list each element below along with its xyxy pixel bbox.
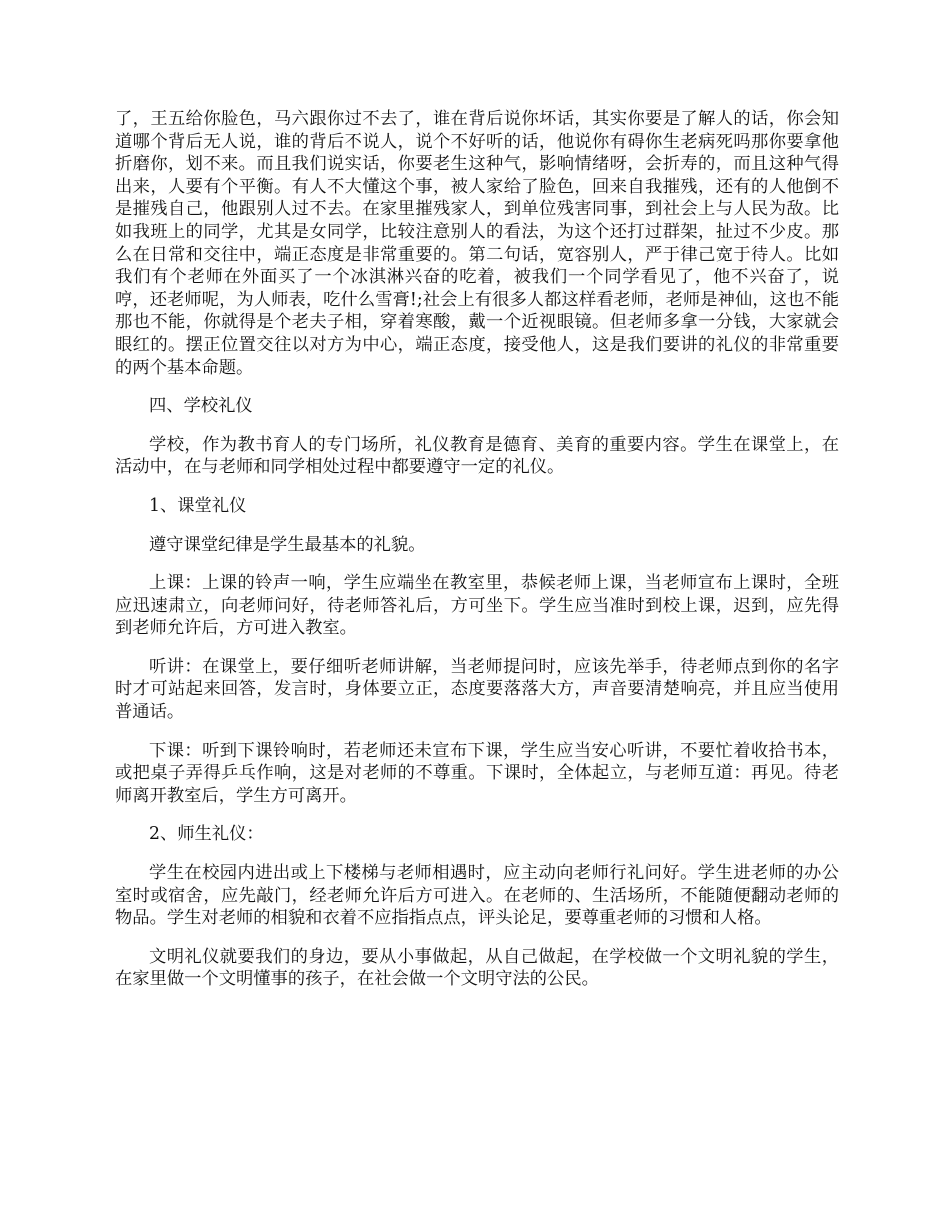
subheading-teacher-student-etiquette: 2、师生礼仪： [149, 824, 264, 845]
paragraph-classroom-discipline: 遵守课堂纪律是学生最基本的礼貌。 [149, 534, 426, 555]
paragraph-end-of-class: 下课：听到下课铃响时，若老师还未宣布下课，学生应当安心听讲，不要忙着收拾书本，或把桌子弄得乒乓作响，这是对老师的不尊重。下课时，全体起立，与老师互道：再见。待老师离开教室后，学生方可离开。 [115, 740, 839, 806]
paragraph-continuation: 了，王五给你脸色，马六跟你过不去了，谁在背后说你坏话，其实你要是了解人的话，你会知道哪个背后无人说，谁的背后不说人，说个不好听的话，他说你有碍你生老病死吗那你要拿他折磨你，划不来。而且我们说实话，你要老生这种气，影响情绪呀，会折寿的，而且这种气得出来，人要有个平衡。有人不大懂这个事，被人家给了脸色，回来自我摧残，还有的人他倒不是摧残自己，他跟别人过不去。在家里摧残家人，到单位残害同事，到社会上与人民为敌。比如我班上的同学，尤其是女同学，比较注意别人的看法，为这个还打过群架，扯过不少皮。那么在日常和交往中，端正态度是非常重要的。第二句话，宽容别人，严于律己宽于待人。比如我们有个老师在外面买了一个冰淇淋兴奋的吃着，被我们一个同学看见了，他不兴奋了，说哼，还老师呢，为人师表，吃什么雪膏!;社会上有很多人都这样看老师，老师是神仙，这也不能那也不能，你就得是个老夫子相，穿着寒酸，戴一个近视眼镜。但老师多拿一分钱，大家就会眼红的。摆正位置交往以对方为中心，端正态度，接受他人，这是我们要讲的礼仪的非常重要的两个基本命题。 [115, 109, 839, 378]
paragraph-teacher-student: 学生在校园内进出或上下楼梯与老师相遇时，应主动向老师行礼问好。学生进老师的办公室时或宿舍，应先敲门，经老师允许后方可进入。在老师的、生活场所，不能随便翻动老师的物品。学生对老师的相貌和衣着不应指指点点，评头论足，要尊重老师的习惯和人格。 [115, 863, 839, 929]
paragraph-school-intro: 学校，作为教书育人的专门场所，礼仪教育是德育、美育的重要内容。学生在课堂上，在活动中，在与老师和同学相处过程中都要遵守一定的礼仪。 [115, 434, 839, 478]
section-heading-school-etiquette: 四、学校礼仪 [149, 396, 253, 417]
paragraph-listening: 听讲：在课堂上，要仔细听老师讲解，当老师提问时，应该先举手，待老师点到你的名字时才可站起来回答，发言时，身体要立正，态度要落落大方，声音要清楚响亮，并且应当使用普通话。 [115, 656, 839, 723]
subheading-classroom-etiquette: 1、课堂礼仪 [149, 495, 247, 516]
paragraph-start-of-class: 上课：上课的铃声一响，学生应端坐在教室里，恭候老师上课，当老师宣布上课时，全班应迅速肃立，向老师问好，待老师答礼后，方可坐下。学生应当准时到校上课，迟到，应先得到老师允许后，方可进入教室。 [115, 573, 839, 639]
paragraph-conclusion: 文明礼仪就要我们的身边，要从小事做起，从自己做起，在学校做一个文明礼貌的学生，在家里做一个文明懂事的孩子，在社会做一个文明守法的公民。 [115, 946, 839, 990]
document-body [115, 108, 839, 1007]
